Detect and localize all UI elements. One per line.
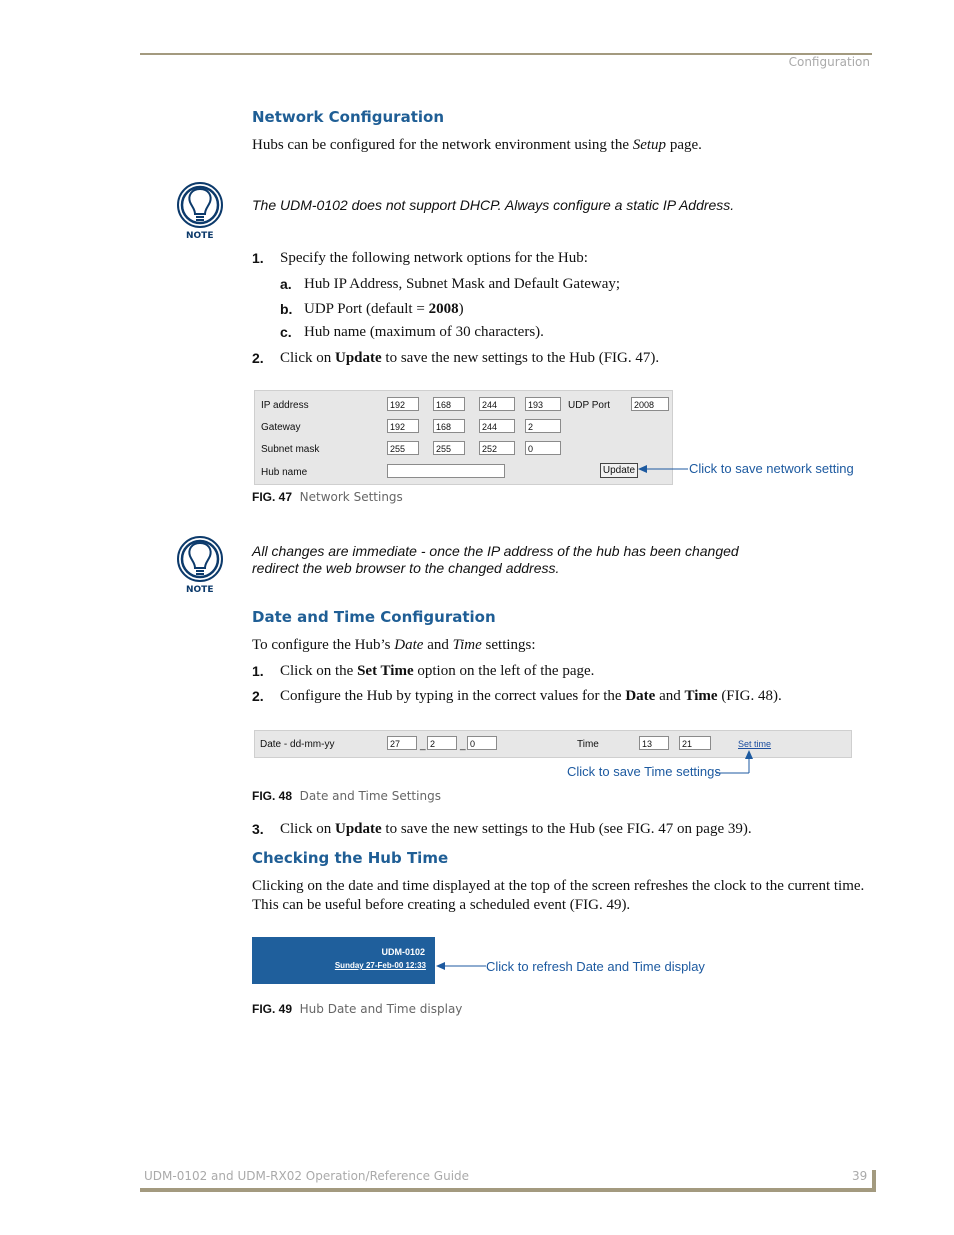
- datetime-step-3: Click on Update to save the new settings to the Hub (see FIG. 47 on page 39).: [280, 821, 752, 837]
- note-immediate-line2: redirect the web browser to the changed address.: [252, 560, 560, 576]
- ip-octet-4-input[interactable]: 193: [525, 397, 561, 411]
- sub-item-a: Hub IP Address, Subnet Mask and Default Gateway;: [304, 276, 621, 292]
- note-dhcp: The UDM-0102 does not support DHCP. Always configure a static IP Address.: [252, 197, 735, 213]
- refresh-datetime-callout: Click to refresh Date and Time display: [486, 959, 705, 974]
- gateway-octet-4-input[interactable]: 2: [525, 419, 561, 433]
- subnet-octet-4-input[interactable]: 0: [525, 441, 561, 455]
- device-name: UDM-0102: [381, 947, 425, 957]
- time-label: Time: [577, 739, 599, 750]
- note-icon: [176, 181, 226, 243]
- hub-name-input[interactable]: [387, 464, 505, 478]
- network-step-1: Specify the following network options for the Hub:: [280, 250, 588, 266]
- note-icon-label: NOTE: [186, 585, 214, 595]
- minute-input[interactable]: 21: [679, 736, 711, 750]
- datetime-refresh-link[interactable]: Sunday 27-Feb-00 12:33: [334, 961, 426, 970]
- sub-letter: a.: [280, 276, 292, 292]
- gateway-label: Gateway: [261, 422, 301, 433]
- datetime-step-2: Configure the Hub by typing in the correct values for the Date and Time (FIG. 48).: [280, 688, 782, 704]
- network-config-heading: Network Configuration: [252, 108, 444, 126]
- sub-letter: b.: [280, 301, 293, 317]
- fig47-caption: FIG. 47 Network Settings: [252, 490, 403, 504]
- sub-item-b: UDP Port (default = 2008): [304, 301, 464, 317]
- month-input[interactable]: 2: [427, 736, 457, 750]
- date-separator: _: [420, 740, 426, 751]
- update-button[interactable]: Update: [600, 463, 638, 478]
- callout-arrow-icon: [638, 462, 690, 476]
- day-input[interactable]: 27: [387, 736, 417, 750]
- set-time-link[interactable]: Set time: [738, 739, 772, 749]
- network-settings-panel: [254, 390, 673, 485]
- date-label: Date - dd-mm-yy: [260, 739, 335, 750]
- subnet-octet-3-input[interactable]: 252: [479, 441, 515, 455]
- header-rule: [140, 53, 872, 55]
- ip-octet-2-input[interactable]: 168: [433, 397, 465, 411]
- udp-port-input[interactable]: 2008: [631, 397, 669, 411]
- save-time-callout: Click to save Time settings: [567, 764, 721, 779]
- hub-datetime-banner: [252, 937, 435, 984]
- datetime-config-heading: Date and Time Configuration: [252, 608, 496, 626]
- step-number: 3.: [252, 821, 264, 837]
- hub-time-para-line2: This can be useful before creating a scheduled event (FIG. 49).: [252, 897, 631, 913]
- hour-input[interactable]: 13: [639, 736, 669, 750]
- step-number: 2.: [252, 350, 264, 366]
- footer-rule: [140, 1188, 876, 1192]
- sub-item-c: Hub name (maximum of 30 characters).: [304, 324, 544, 340]
- gateway-octet-3-input[interactable]: 244: [479, 419, 515, 433]
- year-input[interactable]: 0: [467, 736, 497, 750]
- fig49-caption: FIG. 49 Hub Date and Time display: [252, 1002, 463, 1016]
- sub-letter: c.: [280, 324, 292, 340]
- running-header: Configuration: [788, 55, 870, 69]
- note-immediate-line1: All changes are immediate - once the IP address of the hub has been changed: [252, 543, 739, 559]
- note-icon: [176, 535, 226, 597]
- step-number: 1.: [252, 250, 264, 266]
- hub-name-label: Hub name: [261, 467, 308, 478]
- datetime-intro: To configure the Hub’s Date and Time settings:: [252, 637, 536, 653]
- callout-arrow-icon: [436, 959, 488, 973]
- hub-time-heading: Checking the Hub Time: [252, 849, 449, 867]
- gateway-octet-1-input[interactable]: 192: [387, 419, 419, 433]
- subnet-mask-label: Subnet mask: [261, 444, 320, 455]
- subnet-octet-2-input[interactable]: 255: [433, 441, 465, 455]
- network-intro: Hubs can be configured for the network environment using the Setup page.: [252, 137, 702, 153]
- fig48-caption: FIG. 48 Date and Time Settings: [252, 789, 441, 803]
- step-number: 2.: [252, 688, 264, 704]
- footer-tick: [872, 1170, 876, 1192]
- step-number: 1.: [252, 663, 264, 679]
- note-icon-label: NOTE: [186, 231, 214, 241]
- ip-octet-1-input[interactable]: 192: [387, 397, 419, 411]
- gateway-octet-2-input[interactable]: 168: [433, 419, 465, 433]
- save-network-callout: Click to save network setting: [689, 461, 854, 476]
- page-number: 39: [852, 1169, 868, 1183]
- date-separator: _: [460, 740, 466, 751]
- footer-guide-title: UDM-0102 and UDM-RX02 Operation/Reference Guide: [144, 1169, 470, 1183]
- ip-address-label: IP address: [261, 400, 309, 411]
- network-step-2: Click on Update to save the new settings to the Hub (FIG. 47).: [280, 350, 660, 366]
- datetime-step-1: Click on the Set Time option on the left of the page.: [280, 663, 595, 679]
- udp-port-label: UDP Port: [568, 400, 611, 411]
- date-time-panel: [254, 730, 852, 758]
- hub-time-para-line1: Clicking on the date and time displayed at the top of the screen refreshes the clock to the current time.: [252, 878, 865, 894]
- ip-octet-3-input[interactable]: 244: [479, 397, 515, 411]
- subnet-octet-1-input[interactable]: 255: [387, 441, 419, 455]
